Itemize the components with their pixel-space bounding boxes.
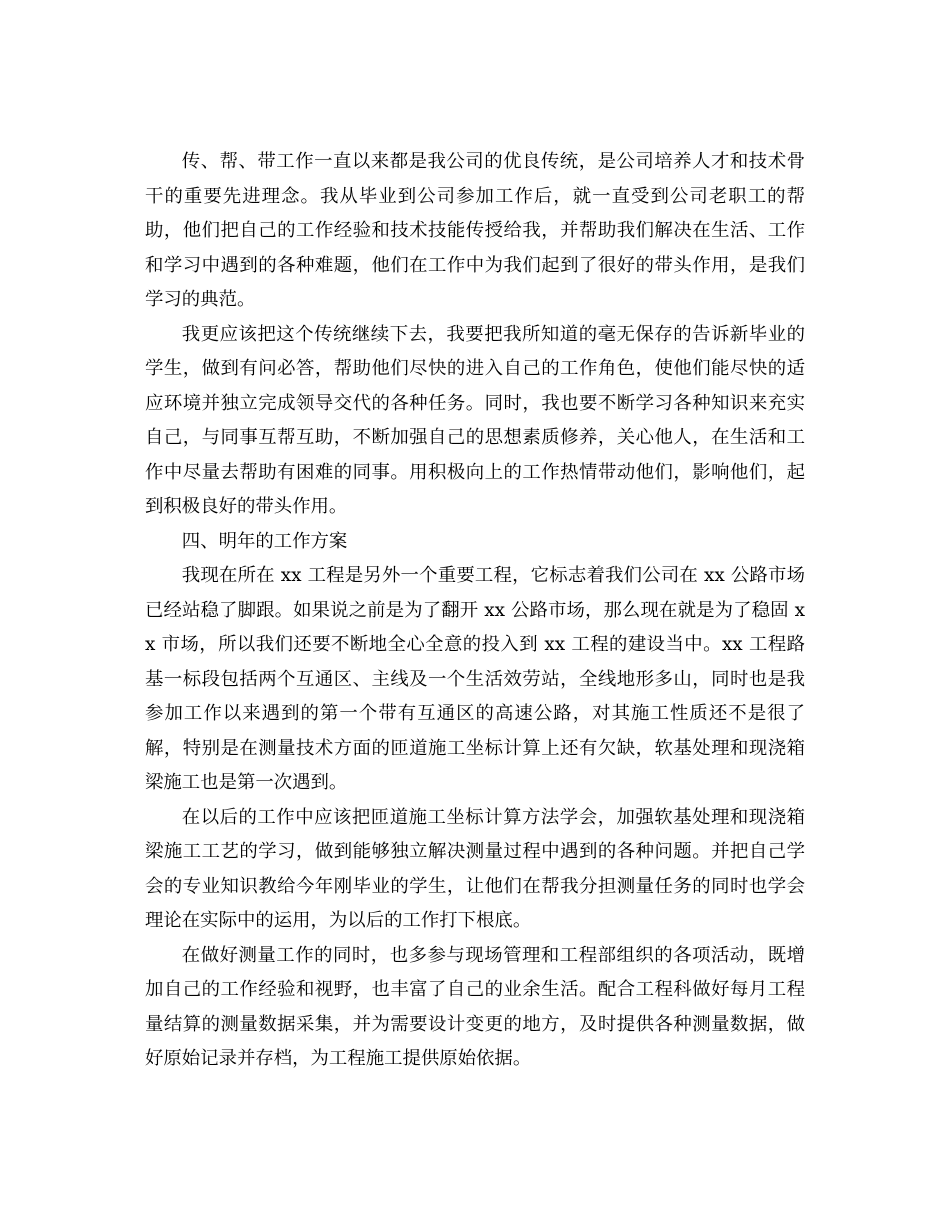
document-body — [145, 145, 805, 1077]
paragraph-learning-goals: 在以后的工作中应该把匝道施工坐标计算方法学会，加强软基处理和现浇箱梁施工工艺的学习，做到能够独立解决测量过程中遇到的各种问题。并把自己学会的专业知识教给今年刚毕业的学生，让他们在帮我分担测量任务的同时也学会理论在实际中的运用，为以后的工作打下根底。 — [145, 806, 805, 931]
paragraph-survey-work: 在做好测量工作的同时，也多参与现场管理和工程部组织的各项活动，既增加自己的工作经验和视野，也丰富了自己的业余生活。配合工程科做好每月工程量结算的测量数据采集，并为需要设计变更的地方，及时提供各种测量数据，做好原始记录并存档，为工程施工提供原始依据。 — [145, 944, 805, 1069]
paragraph-continue-tradition: 我更应该把这个传统继续下去，我要把我所知道的毫无保存的告诉新毕业的学生，做到有问必答，帮助他们尽快的进入自己的工作角色，使他们能尽快的适应环境并独立完成领导交代的各种任务。同时，我也要不断学习各种知识来充实自己，与同事互帮互助，不断加强自己的思想素质修养，关心他人，在生活和工作中尽量去帮助有困难的同事。用积极向上的工作热情带动他们，影响他们，起到积极良好的带头作用。 — [145, 323, 805, 517]
paragraph-mentoring-tradition: 传、帮、带工作一直以来都是我公司的优良传统，是公司培养人才和技术骨干的重要先进理念。我从毕业到公司参加工作后，就一直受到公司老职工的帮助，他们把自己的工作经验和技术技能传授给我，并帮助我们解决在生活、工作和学习中遇到的各种难题，他们在工作中为我们起到了很好的带头作用，是我们学习的典范。 — [145, 151, 805, 310]
paragraph-current-project: 我现在所在 xx 工程是另外一个重要工程，它标志着我们公司在 xx 公路市场已经站稳了脚跟。如果说之前是为了翻开 xx 公路市场，那么现在就是为了稳固 xx 市场，所以我们还要不断地全心全意的投入到 xx 工程的建设当中。xx 工程路基一标段包括两个互通区、主线及一个生活效劳站，全线地形多山，同时也是我参加工作以来遇到的第一个带有互通区的高速公路，对其施工性质还不是很了解，特别是在测量技术方面的匝道施工坐标计算上还有欠缺，软基处理和现浇箱梁施工也是第一次遇到。 — [145, 565, 805, 793]
section-heading-next-year-plan: 四、明年的工作方案 — [181, 530, 348, 552]
